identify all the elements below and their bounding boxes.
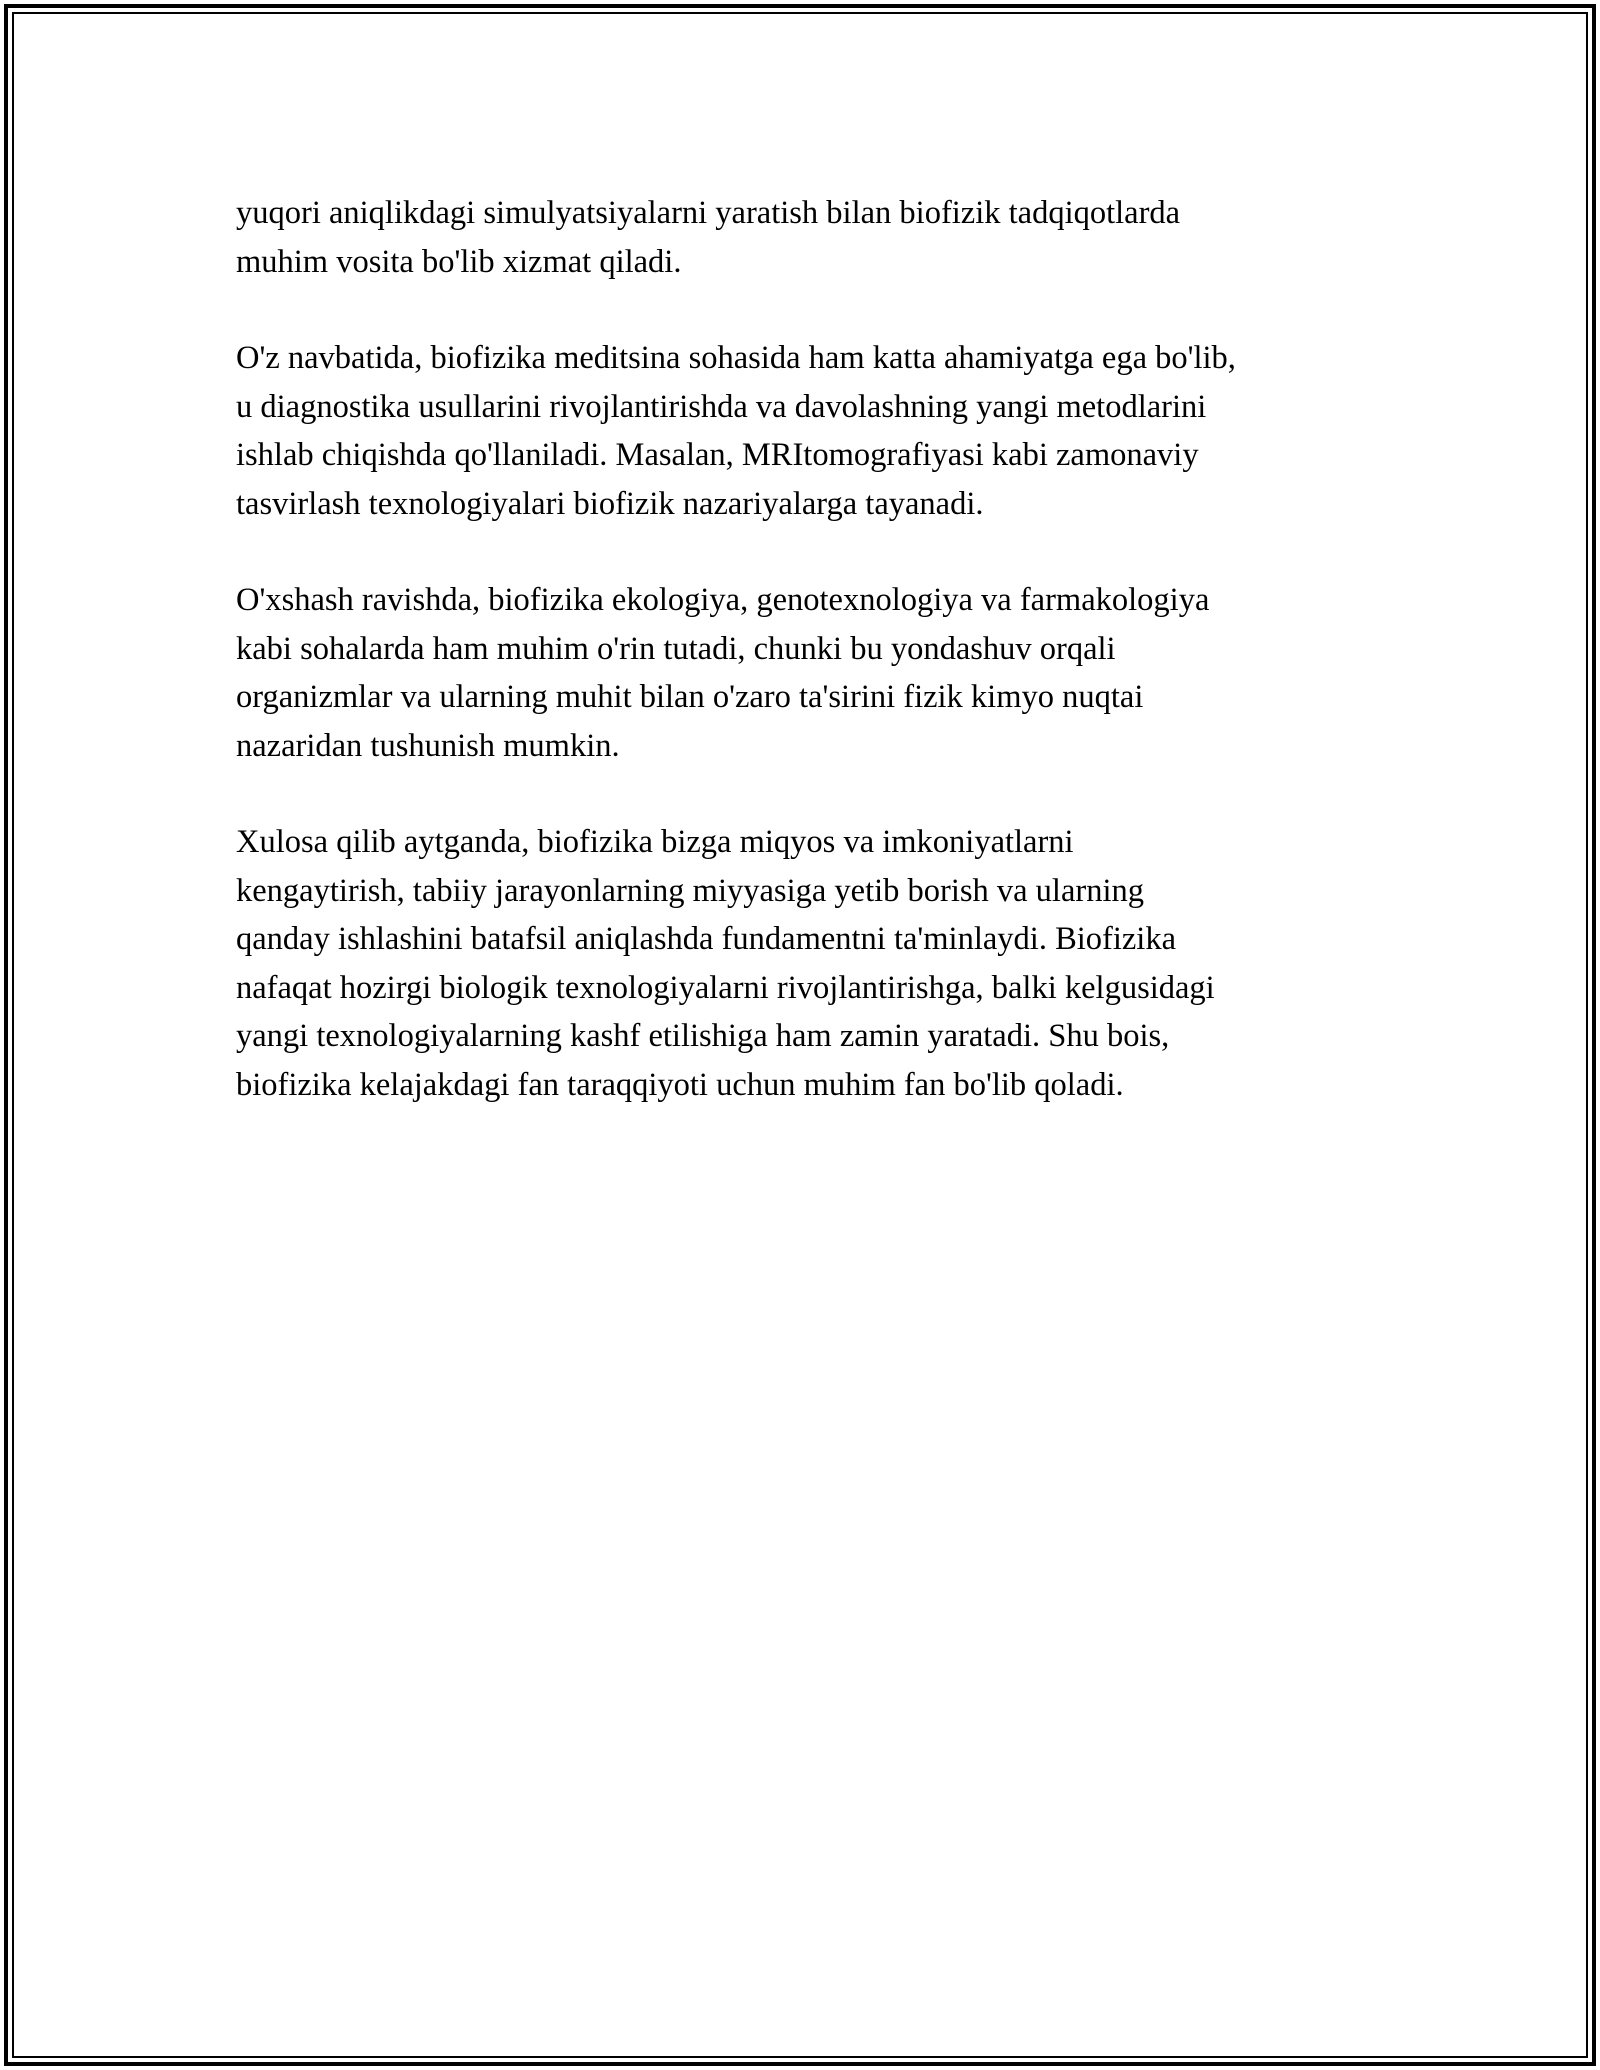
- paragraph-conclusion: Xulosa qilib aytganda, biofizika bizga miqyos va imkoniyatlarni kengaytirish, tabiiy jarayonlarning miyyasiga yetib borish va ularning qanday ishlashini batafsil aniqlashda fundamentni ta'minlaydi. Biofizika nafaqat hozirgi biologik texnologiyalarni rivojlantirishga, balki kelgusidagi yangi texnologiyalarning kashf etilishiga ham zamin yaratadi. Shu bois, biofizika kelajakdagi fan taraqqiyoti uchun muhim fan bo'lib qoladi.: [236, 824, 1215, 1103]
- paragraph-ecology: O'xshash ravishda, biofizika ekologiya, genotexnologiya va farmakologiya kabi sohalarda ham muhim o'rin tutadi, chunki bu yondashuv orqali organizmlar va ularning muhit bilan o'zaro ta'sirini fizik kimyo nuqtai nazaridan tushunish mumkin.: [236, 582, 1210, 764]
- paragraph-medicine: O'z navbatida, biofizika meditsina sohasida ham katta ahamiyatga ega bo'lib, u diagnostika usullarini rivojlantirishda va davolashning yangi metodlarini ishlab chiqishda qo'llaniladi. Masalan, MRItomografiyasi kabi zamonaviy tasvirlash texnologiyalari biofizik nazariyalarga tayanadi.: [236, 340, 1236, 522]
- paragraph-simulations: yuqori aniqlikdagi simulyatsiyalarni yaratish bilan biofizik tadqiqotlarda muhim vosita bo'lib xizmat qiladi.: [236, 195, 1181, 280]
- document-body: [236, 189, 1386, 1157]
